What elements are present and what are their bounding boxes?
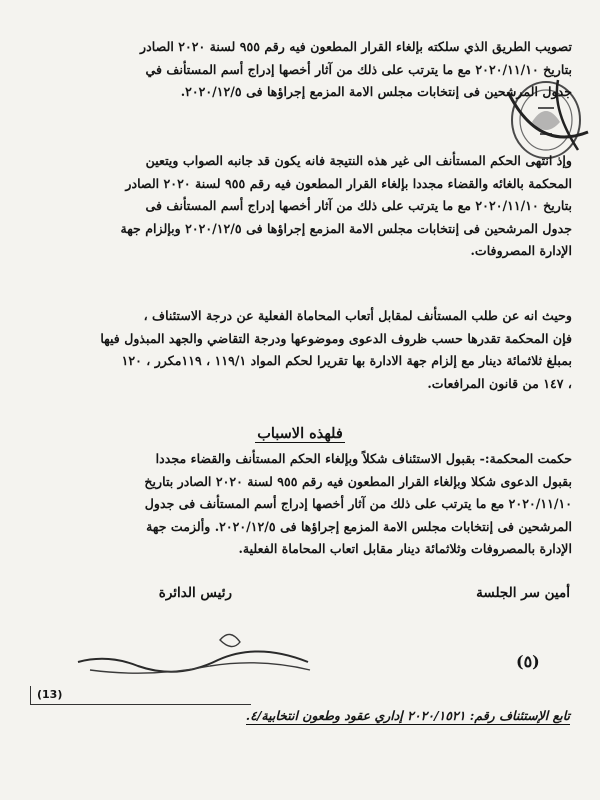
text-line: حكمت المحكمة:- بقبول الاستئناف شكلاً وبإلغاء الحكم المستأنف والقضاء مجددا: [155, 451, 572, 466]
text-line: الإدارة بالمصروفات وثلاثمائة دينار مقابل اتعاب المحاماة الفعلية.: [238, 541, 572, 556]
text-line: بتاريخ ٢٠٢٠/١١/١٠ مع ما يترتب على ذلك من آثار أخصها إدراج أسم المستأنف فى: [145, 198, 572, 213]
text-line: المحكمة بالغائه والقضاء مجددا بإلغاء القرار المطعون فيه رقم ٩٥٥ لسنة ٢٠٢٠ الصادر: [125, 175, 572, 191]
case-number-footer: تابع الإستئناف رقم: ٢٠٢٠/١٥٢١ إداري عقود وطعون انتخابية/٤.: [245, 708, 570, 723]
handwritten-signature: [70, 600, 330, 690]
text-line: المرشحين فى إنتخابات مجلس الامة المزمع إجراؤها فى ٢٠٢٠/١٢/٥. وألزمت جهة: [146, 518, 572, 534]
verdict-paragraph: [30, 448, 572, 561]
page-number-box: [30, 686, 251, 705]
heading-text: فلهذه الاسباب: [257, 425, 343, 442]
text-line: تصويب الطريق الذي سلكته بإلغاء القرار المطعون فيه رقم ٩٥٥ لسنة ٢٠٢٠ الصادر: [140, 39, 572, 54]
page-number-label: (13): [37, 688, 63, 701]
signature-secretary-label: أمين سر الجلسة: [476, 585, 570, 601]
paragraph-conclusion: [30, 150, 572, 263]
text-line: جدول المرشحين فى إنتخابات مجلس الامة المزمع إجراؤها فى ٢٠٢٠/١٢/٥.: [180, 84, 572, 99]
text-line: جدول المرشحين فى إنتخابات مجلس الامة المزمع إجراؤها فى ٢٠٢٠/١٢/٥ وبإلزام جهة: [120, 220, 572, 236]
text-line: وحيث انه عن طلب المستأنف لمقابل أتعاب المحاماة الفعلية عن درجة الاستئناف ،: [143, 308, 572, 323]
text-line: بقبول الدعوى شكلا وبإلغاء القرار المطعون فيه رقم ٩٥٥ لسنة ٢٠٢٠ الصادر بتاريخ: [144, 473, 572, 489]
paragraph-reasoning: [30, 36, 572, 104]
text-line: بتاريخ ٢٠٢٠/١١/١٠ مع ما يترتب على ذلك من آثار أخصها إدراج أسم المستأنف في: [145, 61, 572, 77]
text-line: بمبلغ ثلاثمائة دينار مع إلزام جهة الادارة بها تقريرا لحكم المواد ١١٩/١ ، ١١٩مكرر ، ١٢٠: [121, 353, 572, 368]
page-number-arabic: (٥): [516, 652, 540, 671]
paragraph-legal-fees: [30, 305, 572, 395]
signature-president-label: رئيس الدائرة: [158, 585, 232, 601]
text-line: فإن المحكمة تقدرها حسب ظروف الدعوى وموضوعها ودرجة التقاضي والجهد المبذول فيها: [100, 330, 572, 346]
text-line: وإذ انتهى الحكم المستأنف الى غير هذه النتيجة فانه يكون قد جانبه الصواب ويتعين: [145, 153, 572, 168]
section-heading: [0, 425, 600, 442]
text-line: ، ١٤٧ من قانون المرافعات.: [427, 375, 572, 391]
text-line: الإدارة المصروفات.: [470, 243, 572, 258]
text-line: ٢٠٢٠/١١/١٠ مع ما يترتب على ذلك من آثار أخصها إدراج أسم المستأنف فى جدول: [144, 496, 572, 511]
